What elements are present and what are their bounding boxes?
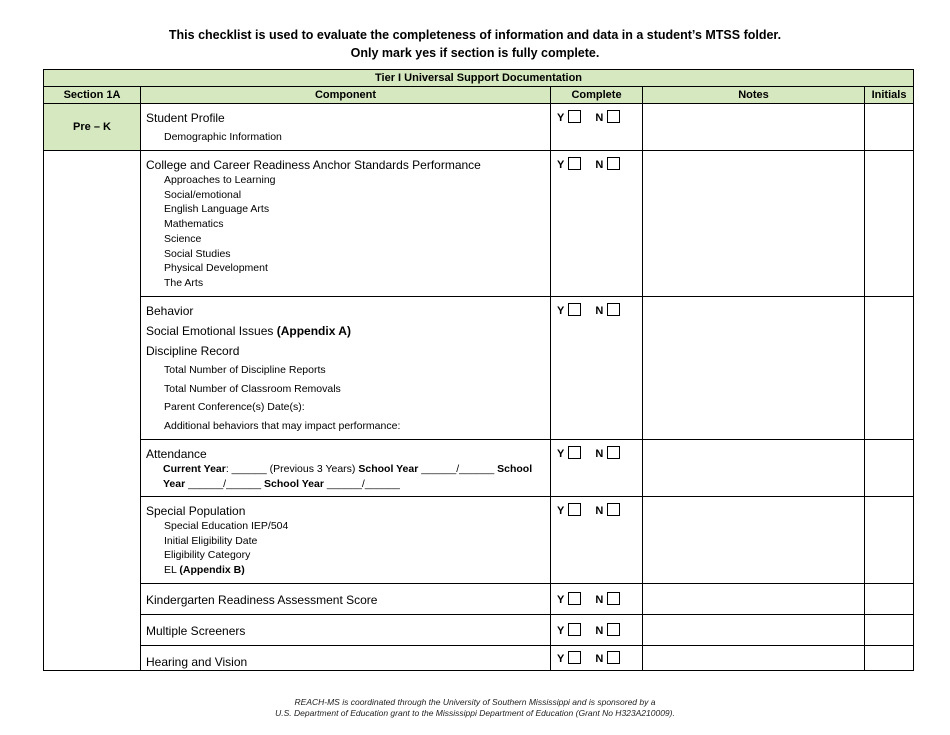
- yes-label: Y: [557, 159, 565, 171]
- intro-text: [0, 26, 950, 62]
- complete-cell: [551, 584, 643, 615]
- notes-cell[interactable]: [643, 151, 865, 297]
- initials-cell[interactable]: [865, 440, 914, 497]
- yes-checkbox[interactable]: [568, 592, 581, 605]
- screeners-title: Multiple Screeners: [146, 624, 246, 638]
- yes-checkbox[interactable]: [568, 503, 581, 516]
- complete-cell: [551, 497, 643, 584]
- header-initials: Initials: [865, 87, 914, 104]
- ccr-item: Science: [164, 232, 202, 245]
- complete-cell: [551, 440, 643, 497]
- header-section: Section 1A: [44, 87, 141, 104]
- no-checkbox[interactable]: [607, 592, 620, 605]
- no-label: N: [595, 505, 604, 517]
- row-behavior: [44, 297, 914, 440]
- hearing-title: Hearing and Vision: [146, 655, 248, 669]
- notes-cell[interactable]: [643, 497, 865, 584]
- student-profile-title: Student Profile: [146, 111, 225, 125]
- footer-line-2: U.S. Department of Education grant to the Mississippi Department of Education (Grant No H323A210009).: [275, 708, 675, 718]
- yes-checkbox[interactable]: [568, 623, 581, 636]
- behavior-title: Behavior: [146, 304, 194, 318]
- no-label: N: [595, 625, 604, 637]
- social-emotional-issues: Social Emotional Issues (Appendix A): [146, 324, 351, 338]
- mtss-checklist-table: [43, 69, 914, 671]
- row-ccr: [44, 151, 914, 297]
- behavior-item: Total Number of Classroom Removals: [164, 382, 341, 395]
- no-checkbox[interactable]: [607, 446, 620, 459]
- intro-line-1: This checklist is used to evaluate the completeness of information and data in a student’s MTSS folder.: [168, 28, 782, 42]
- ccr-item: Physical Development: [164, 262, 268, 275]
- no-label: N: [595, 448, 604, 460]
- intro-line-2: Only mark yes if section is fully complete.: [350, 46, 600, 60]
- attendance-years: Current Year: ______ (Previous 3 Years) School Year ______/______ School Year ______/______ School Year ______/______: [163, 463, 533, 490]
- initials-cell[interactable]: [865, 104, 914, 151]
- no-checkbox[interactable]: [607, 110, 620, 123]
- row-screeners: [44, 615, 914, 646]
- notes-cell[interactable]: [643, 584, 865, 615]
- special-population-title: Special Population: [146, 504, 246, 518]
- complete-cell: [551, 151, 643, 297]
- tier-title: Tier I Universal Support Documentation: [44, 70, 914, 87]
- row-kindergarten: [44, 584, 914, 615]
- no-label: N: [595, 653, 604, 665]
- no-checkbox[interactable]: [607, 157, 620, 170]
- no-label: N: [595, 112, 604, 124]
- no-label: N: [595, 594, 604, 606]
- initials-cell[interactable]: [865, 151, 914, 297]
- notes-cell[interactable]: [643, 104, 865, 151]
- behavior-item: Additional behaviors that may impact performance:: [164, 420, 401, 433]
- attendance-title: Attendance: [146, 447, 207, 461]
- row-student-profile: [44, 104, 914, 151]
- header-notes: Notes: [643, 87, 865, 104]
- complete-cell: [551, 615, 643, 646]
- kindergarten-title: Kindergarten Readiness Assessment Score: [146, 593, 378, 607]
- section-label: Pre – K: [44, 104, 141, 151]
- ccr-title: College and Career Readiness Anchor Standards Performance: [146, 158, 481, 172]
- special-population-item: Special Education IEP/504: [164, 520, 289, 532]
- no-checkbox[interactable]: [607, 303, 620, 316]
- no-checkbox[interactable]: [607, 651, 620, 664]
- ccr-item: Social Studies: [164, 247, 231, 260]
- complete-cell: [551, 646, 643, 671]
- no-checkbox[interactable]: [607, 503, 620, 516]
- yes-label: Y: [557, 594, 565, 606]
- complete-cell: [551, 297, 643, 440]
- ccr-item: Social/emotional: [164, 188, 242, 201]
- discipline-record: Discipline Record: [146, 344, 240, 358]
- special-population-item: Eligibility Category: [164, 549, 251, 562]
- ccr-item: Mathematics: [164, 218, 224, 231]
- row-hearing-vision: [44, 646, 914, 671]
- row-special-population: [44, 497, 914, 584]
- yes-checkbox[interactable]: [568, 446, 581, 459]
- yes-checkbox[interactable]: [568, 110, 581, 123]
- behavior-item: Parent Conference(s) Date(s):: [164, 401, 305, 414]
- yes-label: Y: [557, 625, 565, 637]
- yes-label: Y: [557, 305, 565, 317]
- behavior-item: Total Number of Discipline Reports: [164, 364, 326, 376]
- no-label: N: [595, 159, 604, 171]
- notes-cell[interactable]: [643, 615, 865, 646]
- yes-checkbox[interactable]: [568, 157, 581, 170]
- notes-cell[interactable]: [643, 440, 865, 497]
- footer-line-1: REACH-MS is coordinated through the University of Southern Mississippi and is sponsored by a: [294, 697, 656, 707]
- complete-cell: [551, 104, 643, 151]
- ccr-item: Approaches to Learning: [164, 174, 276, 186]
- initials-cell[interactable]: [865, 497, 914, 584]
- yes-checkbox[interactable]: [568, 303, 581, 316]
- row-attendance: [44, 440, 914, 497]
- footer: [0, 697, 950, 719]
- header-complete: Complete: [551, 87, 643, 104]
- special-population-el: EL (Appendix B): [164, 564, 245, 577]
- notes-cell[interactable]: [643, 646, 865, 671]
- yes-label: Y: [557, 653, 565, 665]
- header-component: Component: [141, 87, 551, 104]
- initials-cell[interactable]: [865, 297, 914, 440]
- no-checkbox[interactable]: [607, 623, 620, 636]
- section-blank-cell: [44, 151, 141, 671]
- yes-checkbox[interactable]: [568, 651, 581, 664]
- special-population-item: Initial Eligibility Date: [164, 534, 258, 547]
- initials-cell[interactable]: [865, 646, 914, 671]
- no-label: N: [595, 305, 604, 317]
- initials-cell[interactable]: [865, 615, 914, 646]
- ccr-item: English Language Arts: [164, 203, 270, 216]
- initials-cell[interactable]: [865, 584, 914, 615]
- yes-label: Y: [557, 448, 565, 460]
- yes-label: Y: [557, 112, 565, 124]
- notes-cell[interactable]: [643, 297, 865, 440]
- yes-label: Y: [557, 505, 565, 517]
- student-profile-item: Demographic Information: [164, 131, 282, 143]
- ccr-item: The Arts: [164, 276, 204, 289]
